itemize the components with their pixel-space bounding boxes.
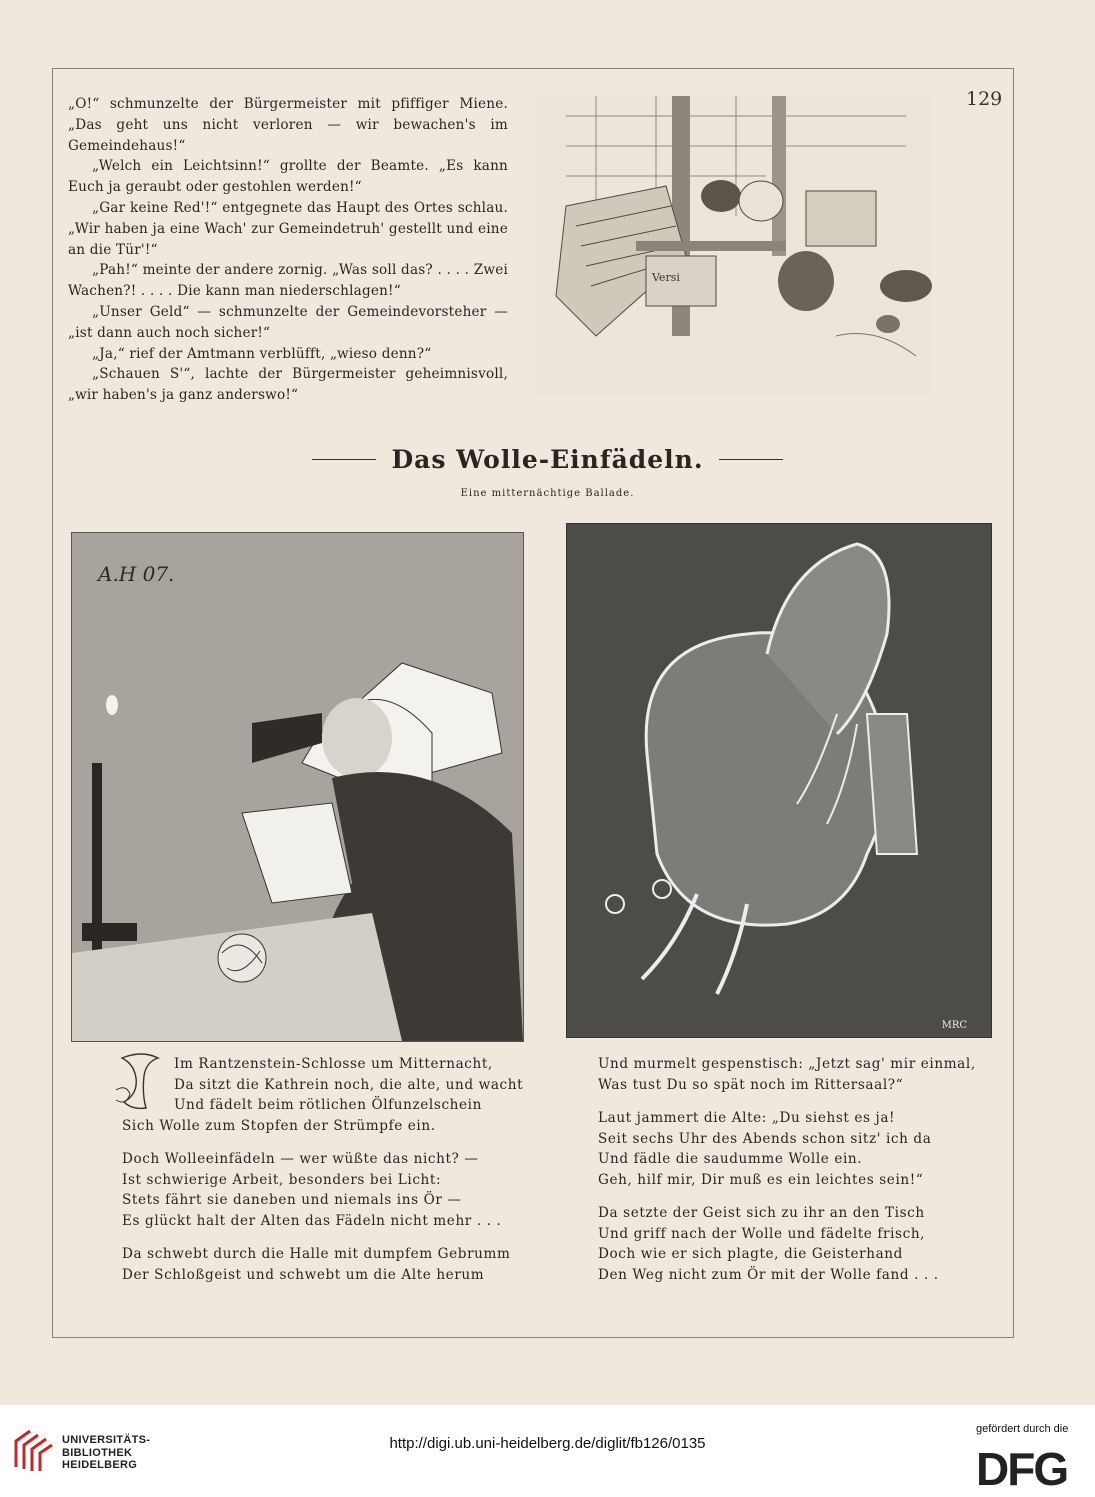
verse-line: Seit sechs Uhr des Abends schon sitz' ich da — [598, 1130, 932, 1147]
ballad-subtitle: Eine mitternächtige Ballade. — [460, 488, 635, 499]
artist-mark-right: MRC — [941, 1020, 967, 1031]
ballad-right-column — [598, 1054, 988, 1298]
verse-line: Den Weg nicht zum Ör mit der Wolle fand . . . — [598, 1266, 939, 1283]
stanza — [598, 1054, 988, 1095]
verse-line: Doch wie er sich plagte, die Geisterhand — [598, 1246, 903, 1262]
story-paragraph: „Ja,“ rief der Amtmann verblüfft, „wieso denn?“ — [92, 345, 432, 362]
footer-bar — [0, 1405, 1095, 1497]
story-paragraph: „O!“ schmunzelte der Bürgermeister mit pfiffiger Miene. „Das geht uns nicht verloren — wir bewachen's im Gemeindehaus!“ — [68, 96, 508, 154]
stanza — [598, 1203, 988, 1285]
verse-line: Da schwebt durch die Halle mit dumpfem Gebrumm — [122, 1246, 511, 1262]
verse-line: Stets fährt sie daneben und niemals ins Ör — — [122, 1192, 462, 1208]
verse-line: Da setzte der Geist sich zu ihr an den Tisch — [598, 1205, 925, 1221]
permalink-url[interactable]: http://digi.ub.uni-heidelberg.de/diglit/fb126/0135 — [389, 1435, 706, 1452]
story-paragraph: „Pah!“ meinte der andere zornig. „Was soll das? . . . . Zwei Wachen?! . . . . Die kann man niederschlagen!“ — [68, 262, 508, 300]
stanza — [122, 1244, 542, 1285]
verse-line: Ist schwierige Arbeit, besonders bei Licht: — [122, 1171, 442, 1188]
verse-line: Und fädelt beim rötlichen Ölfunzelschein — [174, 1097, 482, 1113]
stanza — [122, 1149, 542, 1231]
chicken-coop-drawing — [536, 96, 932, 396]
ghost-illustration — [566, 523, 992, 1038]
dfg-logo-icon[interactable] — [976, 1445, 1082, 1489]
verse-line: Doch Wolleeinfädeln — wer wüßte das nicht? — — [122, 1151, 479, 1167]
verse-line: Was tust Du so spät noch im Rittersaal?“ — [598, 1076, 904, 1093]
verse-line: Und griff nach der Wolle und fädelte frisch, — [598, 1225, 926, 1242]
funding-caption: gefördert durch die — [976, 1423, 1069, 1435]
verse-line: Geh, hilf mir, Dir muß es ein leichtes sein!“ — [598, 1171, 924, 1188]
library-name-line: BIBLIOTHEK — [62, 1446, 133, 1459]
chicken-coop-illustration — [536, 96, 932, 396]
verse-line: Es glückt halt der Alten das Fädeln nicht mehr . . . — [122, 1212, 502, 1229]
title-ornament-left — [312, 459, 376, 460]
verse-line: Laut jammert die Alte: „Du siehst es ja! — [598, 1110, 896, 1126]
story-paragraph: „Gar keine Red'!“ entgegnete das Haupt des Ortes schlau. „Wir haben ja eine Wach' zur Gemeindetruh' gestellt und eine an die Tür'!“ — [68, 199, 508, 258]
story-paragraph: „Unser Geld“ — schmunzelte der Gemeindevorsteher — „ist dann auch noch sicher!“ — [68, 303, 508, 341]
verse-line: Und murmelt gespenstisch: „Jetzt sag' mir einmal, — [598, 1056, 976, 1072]
decorative-initial-icon — [112, 1050, 166, 1114]
story-paragraph: „Schauen S'“, lachte der Bürgermeister geheimnisvoll, „wir haben's ja ganz anderswo!“ — [68, 366, 508, 404]
verse-line: Da sitzt die Kathrein noch, die alte, und wacht — [174, 1076, 524, 1093]
artist-signature-left: A.H 07. — [98, 562, 175, 586]
library-name-line: HEIDELBERG — [62, 1459, 138, 1471]
old-woman-drawing — [72, 533, 523, 1041]
page-number: 129 — [966, 88, 1003, 110]
verse-line: Im Rantzenstein-Schlosse um Mitternacht, — [174, 1056, 493, 1072]
ghost-drawing — [567, 524, 991, 1037]
ballad-left-column — [122, 1054, 542, 1298]
library-name-line: UNIVERSITÄTS- — [62, 1434, 151, 1446]
crate-label: Versi — [652, 271, 680, 284]
dfg-logo-text: DFG — [976, 1445, 1068, 1489]
verse-line: Und fädle die saudumme Wolle ein. — [598, 1151, 863, 1167]
ballad-title-block — [0, 445, 1095, 474]
old-woman-illustration — [71, 532, 524, 1042]
ballad-title: Das Wolle-Einfädeln. — [391, 445, 704, 474]
title-ornament-right — [719, 459, 783, 460]
story-text — [68, 94, 508, 406]
stanza — [122, 1054, 542, 1136]
story-paragraph: „Welch ein Leichtsinn!“ grollte der Beamte. „Es kann Euch ja geraubt oder gestohlen werden!“ — [68, 158, 508, 196]
verse-line: Sich Wolle zum Stopfen der Strümpfe ein. — [122, 1117, 436, 1134]
stanza — [598, 1108, 988, 1190]
verse-line: Der Schloßgeist und schwebt um die Alte herum — [122, 1266, 485, 1283]
